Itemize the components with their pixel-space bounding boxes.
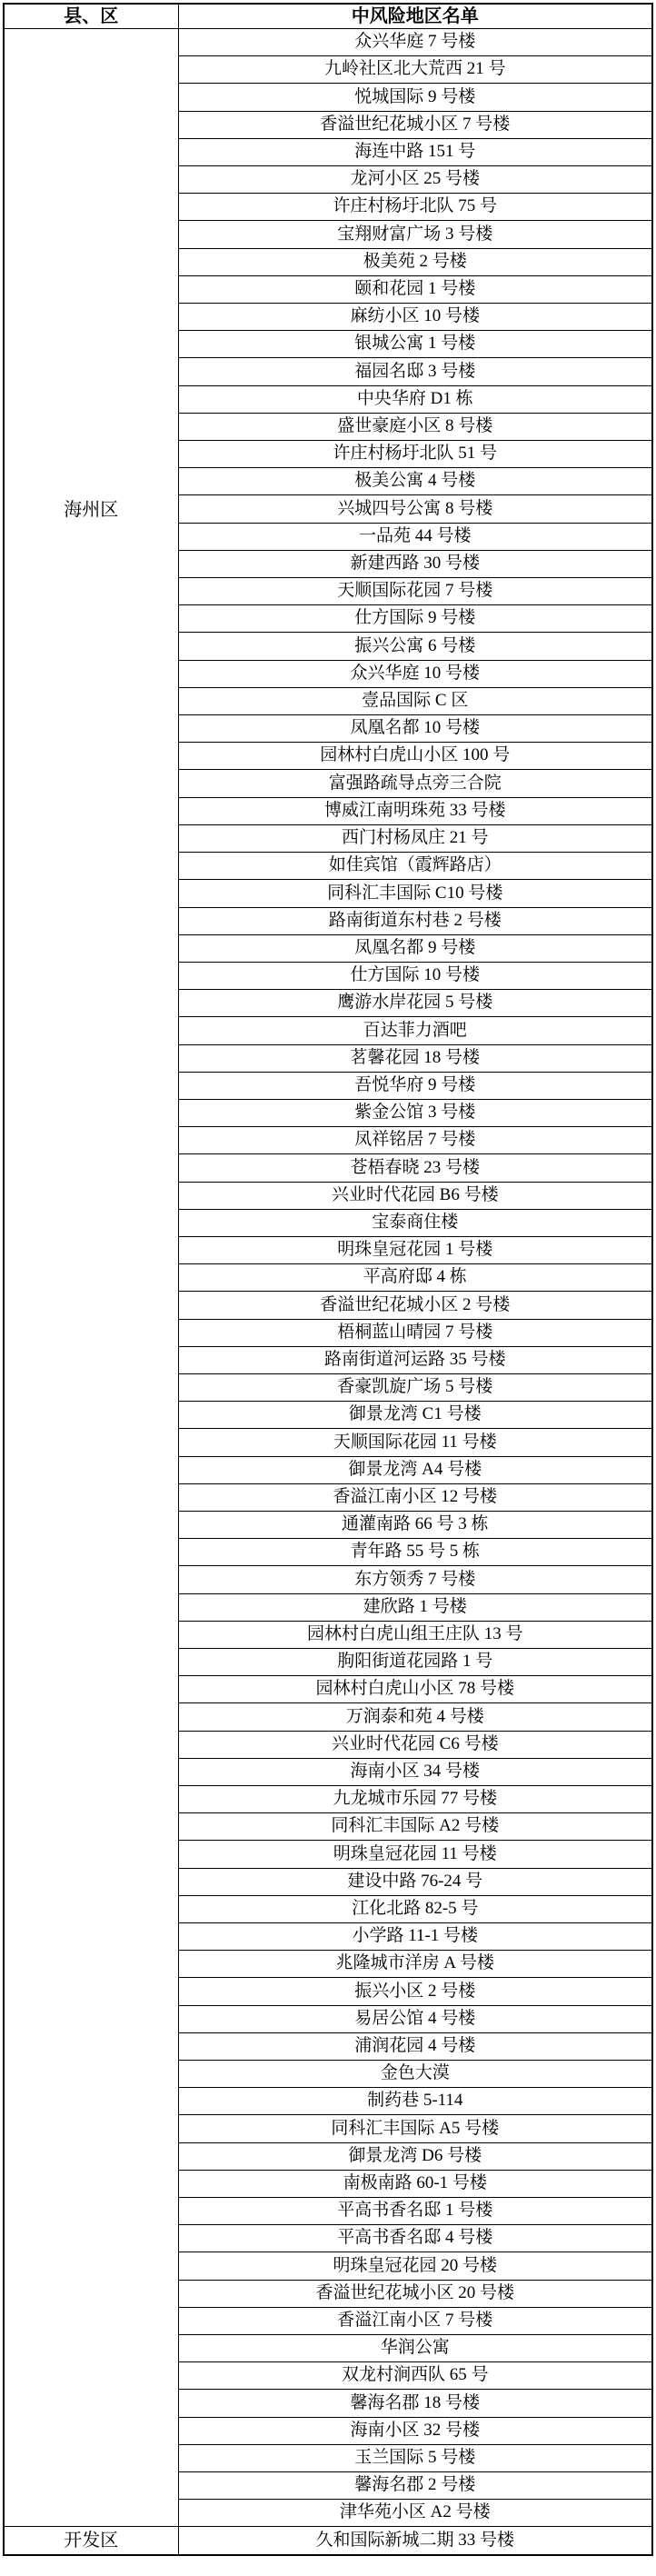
area-cell: 香溢世纪花城小区 2 号楼	[178, 1292, 652, 1319]
area-cell: 紫金公馆 3 号楼	[178, 1099, 652, 1126]
area-cell: 极美公寓 4 号楼	[178, 468, 652, 495]
area-cell: 久和国际新城二期 33 号楼	[178, 2527, 652, 2555]
area-cell: 海连中路 151 号	[178, 138, 652, 165]
area-cell: 制药巷 5-114	[178, 2088, 652, 2115]
district-label: 开发区	[64, 2531, 119, 2551]
area-cell: 鹰游水岸花园 5 号楼	[178, 990, 652, 1017]
area-cell: 九岭社区北大荒西 21 号	[178, 56, 652, 84]
area-cell: 兆隆城市洋房 A 号楼	[178, 1951, 652, 1978]
area-cell: 建设中路 76-24 号	[178, 1868, 652, 1895]
area-cell: 龙河小区 25 号楼	[178, 166, 652, 194]
area-cell: 颐和花园 1 号楼	[178, 275, 652, 303]
table-header	[4, 4, 652, 29]
area-cell: 吾悦华府 9 号楼	[178, 1072, 652, 1099]
area-cell: 众兴华庭 7 号楼	[178, 29, 652, 56]
area-cell: 金色大漠	[178, 2061, 652, 2088]
area-cell: 麻纺小区 10 号楼	[178, 304, 652, 331]
area-cell: 宝翔财富广场 3 号楼	[178, 221, 652, 248]
header-district-column: 县、区	[4, 4, 178, 29]
area-cell: 小学路 11-1 号楼	[178, 1923, 652, 1951]
table-row	[4, 2527, 652, 2555]
table-body	[4, 29, 652, 2556]
area-cell: 博威江南明珠苑 33 号楼	[178, 797, 652, 824]
area-cell: 易居公馆 4 号楼	[178, 2005, 652, 2032]
area-cell: 津华苑小区 A2 号楼	[178, 2500, 652, 2527]
area-cell: 御景龙湾 D6 号楼	[178, 2142, 652, 2170]
header-row	[4, 4, 652, 29]
area-cell: 海南小区 32 号楼	[178, 2417, 652, 2444]
area-cell: 新建西路 30 号楼	[178, 550, 652, 577]
area-cell: 一品苑 44 号楼	[178, 523, 652, 550]
area-cell: 通灌南路 66 号 3 栋	[178, 1511, 652, 1538]
area-cell: 许庄村杨圩北队 75 号	[178, 194, 652, 221]
area-cell: 天顺国际花园 11 号楼	[178, 1429, 652, 1456]
area-cell: 华润公寓	[178, 2335, 652, 2362]
area-cell: 同科汇丰国际 A5 号楼	[178, 2115, 652, 2142]
area-cell: 路南街道东村巷 2 号楼	[178, 907, 652, 934]
area-cell: 梧桐蓝山晴园 7 号楼	[178, 1319, 652, 1346]
area-cell: 福园名邸 3 号楼	[178, 358, 652, 385]
area-cell: 平高府邸 4 栋	[178, 1264, 652, 1292]
area-cell: 香溢世纪花城小区 7 号楼	[178, 111, 652, 138]
area-cell: 银城公寓 1 号楼	[178, 331, 652, 358]
area-cell: 园林村白虎山小区 100 号	[178, 743, 652, 770]
area-cell: 东方领秀 7 号楼	[178, 1566, 652, 1593]
area-cell: 馨海名郡 2 号楼	[178, 2472, 652, 2500]
area-cell: 凤凰名都 9 号楼	[178, 934, 652, 962]
area-cell: 香溢世纪花城小区 20 号楼	[178, 2280, 652, 2307]
area-cell: 西门村杨凤庄 21 号	[178, 824, 652, 852]
area-cell: 盛世豪庭小区 8 号楼	[178, 413, 652, 440]
area-cell: 浦润花园 4 号楼	[178, 2032, 652, 2060]
area-cell: 朐阳街道花园路 1 号	[178, 1648, 652, 1675]
area-cell: 振兴公寓 6 号楼	[178, 633, 652, 660]
area-cell: 香溢江南小区 7 号楼	[178, 2307, 652, 2334]
area-cell: 香溢江南小区 12 号楼	[178, 1483, 652, 1511]
area-cell: 悦城国际 9 号楼	[178, 84, 652, 111]
area-cell: 园林村白虎山组王庄队 13 号	[178, 1621, 652, 1648]
area-cell: 江化北路 82-5 号	[178, 1895, 652, 1922]
area-cell: 兴业时代花园 C6 号楼	[178, 1731, 652, 1758]
area-cell: 同科汇丰国际 A2 号楼	[178, 1813, 652, 1841]
area-cell: 南极南路 60-1 号楼	[178, 2170, 652, 2197]
area-cell: 仕方国际 9 号楼	[178, 605, 652, 633]
area-cell: 御景龙湾 A4 号楼	[178, 1456, 652, 1483]
area-cell: 御景龙湾 C1 号楼	[178, 1402, 652, 1429]
area-cell: 馨海名郡 18 号楼	[178, 2390, 652, 2417]
area-cell: 园林村白虎山小区 78 号楼	[178, 1676, 652, 1703]
area-cell: 茗馨花园 18 号楼	[178, 1044, 652, 1072]
area-cell: 兴业时代花园 B6 号楼	[178, 1182, 652, 1209]
area-cell: 双龙村涧西队 65 号	[178, 2362, 652, 2390]
area-cell: 万润泰和苑 4 号楼	[178, 1703, 652, 1731]
area-cell: 振兴小区 2 号楼	[178, 1978, 652, 2005]
area-cell: 九龙城市乐园 77 号楼	[178, 1786, 652, 1813]
area-cell: 中央华府 D1 栋	[178, 385, 652, 413]
district-label: 海州区	[64, 500, 119, 520]
area-cell: 宝泰商住楼	[178, 1209, 652, 1236]
area-cell: 明珠皇冠花园 20 号楼	[178, 2252, 652, 2280]
area-cell: 平高书香名邸 4 号楼	[178, 2225, 652, 2252]
area-cell: 如佳宾馆（霞辉路店）	[178, 853, 652, 880]
area-cell: 明珠皇冠花园 1 号楼	[178, 1236, 652, 1263]
area-cell: 平高书香名邸 1 号楼	[178, 2198, 652, 2225]
district-cell	[4, 29, 178, 2527]
area-cell: 极美苑 2 号楼	[178, 248, 652, 275]
area-cell: 仕方国际 10 号楼	[178, 962, 652, 989]
area-cell: 玉兰国际 5 号楼	[178, 2444, 652, 2471]
table-row	[4, 29, 652, 56]
area-cell: 天顺国际花园 7 号楼	[178, 578, 652, 605]
area-cell: 凤凰名都 10 号楼	[178, 715, 652, 743]
area-cell: 壹品国际 C 区	[178, 687, 652, 714]
area-cell: 苍梧春晓 23 号楼	[178, 1154, 652, 1182]
area-cell: 青年路 55 号 5 栋	[178, 1539, 652, 1566]
area-cell: 明珠皇冠花园 11 号楼	[178, 1841, 652, 1868]
area-cell: 许庄村杨圩北队 51 号	[178, 441, 652, 468]
area-cell: 路南街道河运路 35 号楼	[178, 1346, 652, 1373]
area-cell: 众兴华庭 10 号楼	[178, 660, 652, 687]
header-list-column: 中风险地区名单	[178, 4, 652, 29]
area-cell: 建欣路 1 号楼	[178, 1593, 652, 1621]
area-cell: 兴城四号公寓 8 号楼	[178, 495, 652, 523]
area-cell: 海南小区 34 号楼	[178, 1758, 652, 1785]
medium-risk-area-table	[3, 3, 653, 2556]
area-cell: 百达菲力酒吧	[178, 1017, 652, 1044]
district-cell	[4, 2527, 178, 2555]
area-cell: 凤祥铭居 7 号楼	[178, 1127, 652, 1154]
area-cell: 香豪凯旋广场 5 号楼	[178, 1373, 652, 1401]
area-cell: 富强路疏导点旁三合院	[178, 770, 652, 797]
area-cell: 同科汇丰国际 C10 号楼	[178, 880, 652, 907]
